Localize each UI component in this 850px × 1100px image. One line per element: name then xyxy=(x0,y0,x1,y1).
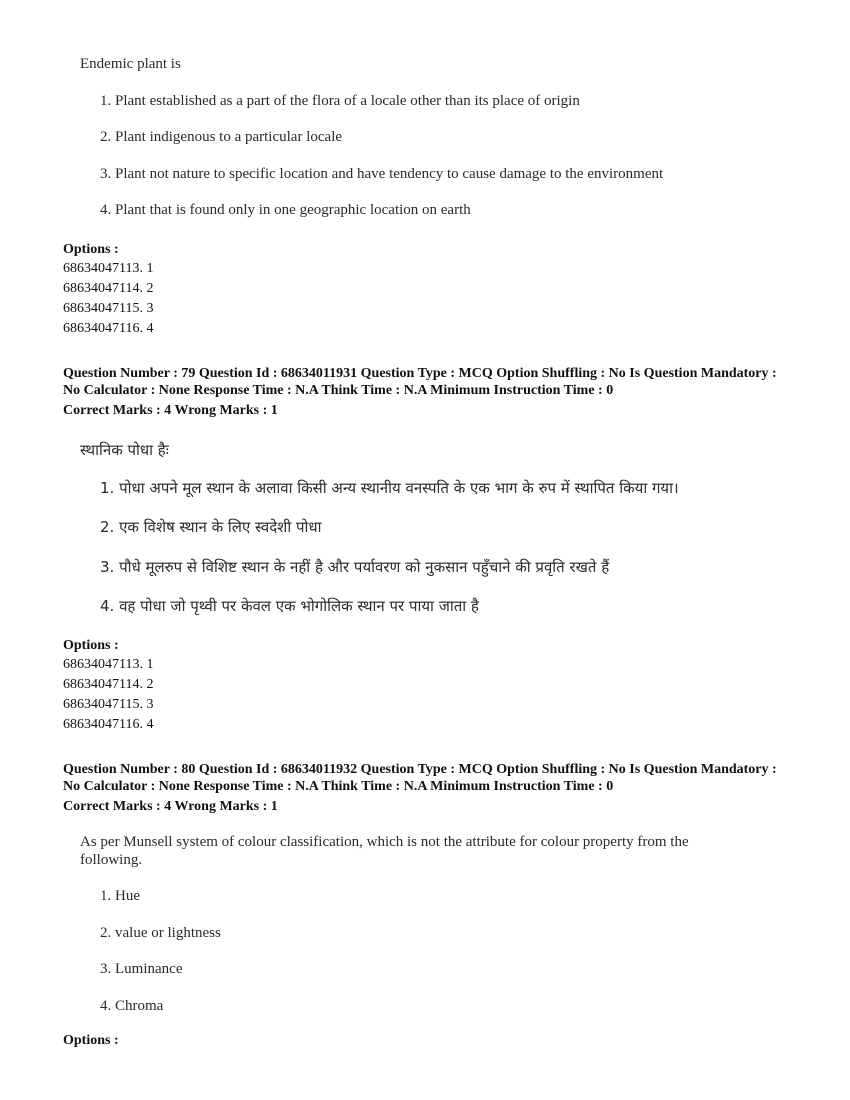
question-78-choice-2: 2. Plant indigenous to a particular locale xyxy=(100,129,343,145)
question-80-meta-line-2: No Calculator : None Response Time : N.A Think Time : N.A Minimum Instruction Time : 0 xyxy=(63,779,614,794)
question-79-choice-1: 1. पोधा अपने मूल स्थान के अलावा किसी अन्य स्थानीय वनस्पति के एक भाग के रुप में स्थापित किया गया। xyxy=(100,479,679,497)
question-78-option-3: 68634047115. 3 xyxy=(63,301,154,316)
question-79-option-3: 68634047115. 3 xyxy=(63,697,154,712)
question-79-stem: स्थानिक पोधा हैः xyxy=(80,441,169,459)
question-78-choice-3: 3. Plant not nature to specific location and have tendency to cause damage to the environment xyxy=(100,166,664,182)
question-80-choice-2: 2. value or lightness xyxy=(100,925,221,941)
question-78-options-label: Options : xyxy=(63,242,119,257)
question-78-option-2: 68634047114. 2 xyxy=(63,281,154,296)
question-79-option-1: 68634047113. 1 xyxy=(63,657,154,672)
question-78-option-4: 68634047116. 4 xyxy=(63,321,154,336)
question-79-option-4: 68634047116. 4 xyxy=(63,717,154,732)
question-80-body xyxy=(80,834,800,1019)
question-78-choice-4: 4. Plant that is found only in one geographic location on earth xyxy=(100,202,471,218)
question-79-choice-2: 2. एक विशेष स्थान के लिए स्वदेशी पोधा xyxy=(100,518,322,536)
question-80-meta-line-1: Question Number : 80 Question Id : 68634011932 Question Type : MCQ Option Shuffling : No Is Question Mandatory : xyxy=(63,762,777,777)
question-80-stem-line-1: As per Munsell system of colour classification, which is not the attribute for colour property from the xyxy=(80,834,689,850)
question-79-option-2: 68634047114. 2 xyxy=(63,677,154,692)
question-79-meta-line-1: Question Number : 79 Question Id : 68634011931 Question Type : MCQ Option Shuffling : No Is Question Mandatory : xyxy=(63,366,777,381)
question-79-meta-line-2: No Calculator : None Response Time : N.A Think Time : N.A Minimum Instruction Time : 0 xyxy=(63,383,614,398)
question-78-body xyxy=(80,56,780,226)
question-80-choice-3: 3. Luminance xyxy=(100,961,183,977)
question-80-choice-1: 1. Hue xyxy=(100,888,140,904)
question-78-option-1: 68634047113. 1 xyxy=(63,261,154,276)
question-79-choice-4: 4. वह पोधा जो पृथ्वी पर केवल एक भोगोलिक स्थान पर पाया जाता है xyxy=(100,597,479,615)
question-79-marks: Correct Marks : 4 Wrong Marks : 1 xyxy=(63,403,278,418)
question-79-body xyxy=(80,440,780,620)
question-80-options-label: Options : xyxy=(63,1033,119,1048)
question-78-stem: Endemic plant is xyxy=(80,56,181,72)
question-79-choice-3: 3. पौधे मूलरुप से विशिष्ट स्थान के नहीं है और पर्यावरण को नुकसान पहुँचाने की प्रवृति रखते हैं xyxy=(100,558,610,576)
question-78-choice-1: 1. Plant established as a part of the flora of a locale other than its place of origin xyxy=(100,93,580,109)
question-79-options-label: Options : xyxy=(63,638,119,653)
question-80-stem-line-2: following. xyxy=(80,852,143,868)
question-80-marks: Correct Marks : 4 Wrong Marks : 1 xyxy=(63,799,278,814)
question-80-choice-4: 4. Chroma xyxy=(100,998,164,1014)
